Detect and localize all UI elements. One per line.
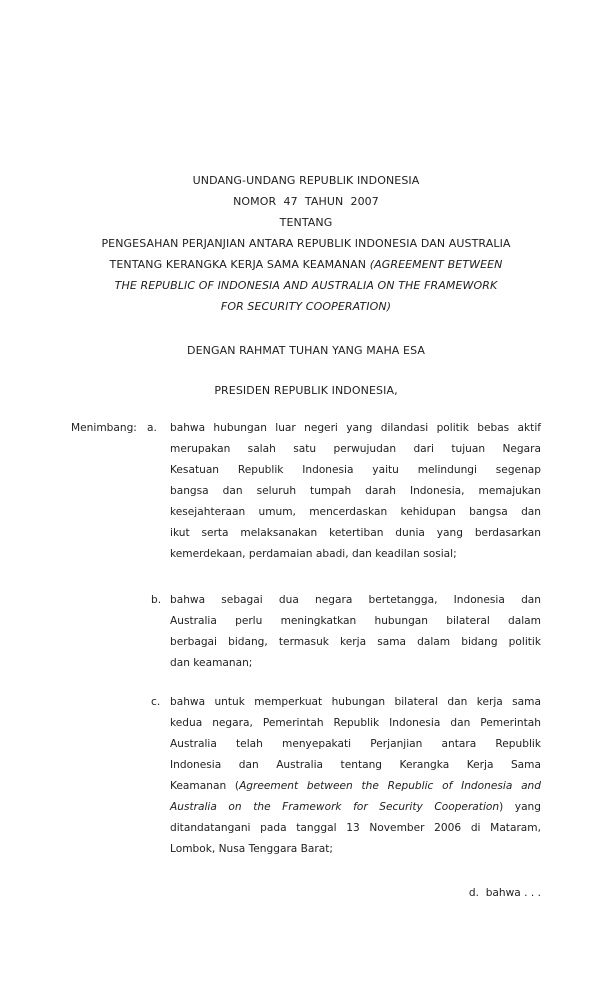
item-line-italic: Australia on the Framework for Security Cooperation bbox=[170, 801, 500, 813]
item-line-suffix: ) yang bbox=[499, 801, 541, 813]
item-line: Kesatuan Republik Indonesia yaitu melindungi segenap bbox=[170, 464, 541, 476]
title-subject-4: FOR SECURITY COOPERATION) bbox=[220, 300, 392, 313]
item-line-italic: Agreement between the Republic of Indonesia and bbox=[239, 780, 541, 792]
item-text bbox=[170, 590, 541, 674]
item-text bbox=[170, 418, 541, 565]
title-about: TENTANG bbox=[279, 216, 333, 229]
title-number: NOMOR 47 TAHUN 2007 bbox=[233, 195, 379, 208]
invocation: DENGAN RAHMAT TUHAN YANG MAHA ESA bbox=[187, 344, 425, 357]
president-heading: PRESIDEN REPUBLIK INDONESIA, bbox=[214, 384, 398, 397]
item-line: kesejahteraan umum, mencerdaskan kehidupan bangsa dan bbox=[170, 506, 541, 518]
item-line: berbagai bidang, termasuk kerja sama dalam bidang politik bbox=[170, 636, 541, 648]
item-line bbox=[170, 776, 541, 797]
item-line: Australia telah menyepakati Perjanjian antara Republik bbox=[170, 738, 541, 750]
item-marker: b. bbox=[151, 594, 162, 606]
item-text bbox=[170, 692, 541, 860]
item-line: merupakan salah satu perwujudan dari tujuan Negara bbox=[170, 443, 541, 455]
title-subject-2-normal: TENTANG KERANGKA KERJA SAMA KEAMANAN bbox=[109, 258, 370, 271]
item-line: ikut serta melaksanakan ketertiban dunia yang berdasarkan bbox=[170, 527, 541, 539]
item-line: dan keamanan; bbox=[170, 657, 253, 669]
continuation-marker: d. bahwa . . . bbox=[468, 887, 541, 899]
title-subject-3: THE REPUBLIC OF INDONESIA AND AUSTRALIA ON THE FRAMEWORK bbox=[114, 279, 498, 292]
item-marker: c. bbox=[151, 696, 161, 708]
item-line: kemerdekaan, perdamaian abadi, dan keadilan sosial; bbox=[170, 548, 457, 560]
considering-label: Menimbang: bbox=[71, 422, 137, 434]
item-line: Lombok, Nusa Tenggara Barat; bbox=[170, 843, 333, 855]
item-line: ditandatangani pada tanggal 13 November 2006 di Mataram, bbox=[170, 822, 541, 834]
item-line: Indonesia dan Australia tentang Kerangka Kerja Sama bbox=[170, 759, 541, 771]
item-line: Australia perlu meningkatkan hubungan bilateral dalam bbox=[170, 615, 541, 627]
title-subject-2-italic: (AGREEMENT BETWEEN bbox=[369, 258, 503, 271]
item-line: kedua negara, Pemerintah Republik Indonesia dan Pemerintah bbox=[170, 717, 541, 729]
item-line-prefix: Keamanan ( bbox=[170, 780, 240, 792]
item-line: bahwa sebagai dua negara bertetangga, Indonesia dan bbox=[170, 594, 541, 606]
title-block bbox=[0, 170, 612, 317]
item-marker: a. bbox=[147, 422, 157, 434]
item-line bbox=[170, 797, 541, 818]
title-subject-1: PENGESAHAN PERJANJIAN ANTARA REPUBLIK INDONESIA DAN AUSTRALIA bbox=[101, 237, 511, 250]
title-subject-2 bbox=[0, 254, 612, 275]
title-law: UNDANG-UNDANG REPUBLIK INDONESIA bbox=[192, 174, 420, 187]
item-line: bahwa hubungan luar negeri yang dilandasi politik bebas aktif bbox=[170, 422, 541, 434]
item-line: bangsa dan seluruh tumpah darah Indonesia, memajukan bbox=[170, 485, 541, 497]
item-line: bahwa untuk memperkuat hubungan bilateral dan kerja sama bbox=[170, 696, 541, 708]
